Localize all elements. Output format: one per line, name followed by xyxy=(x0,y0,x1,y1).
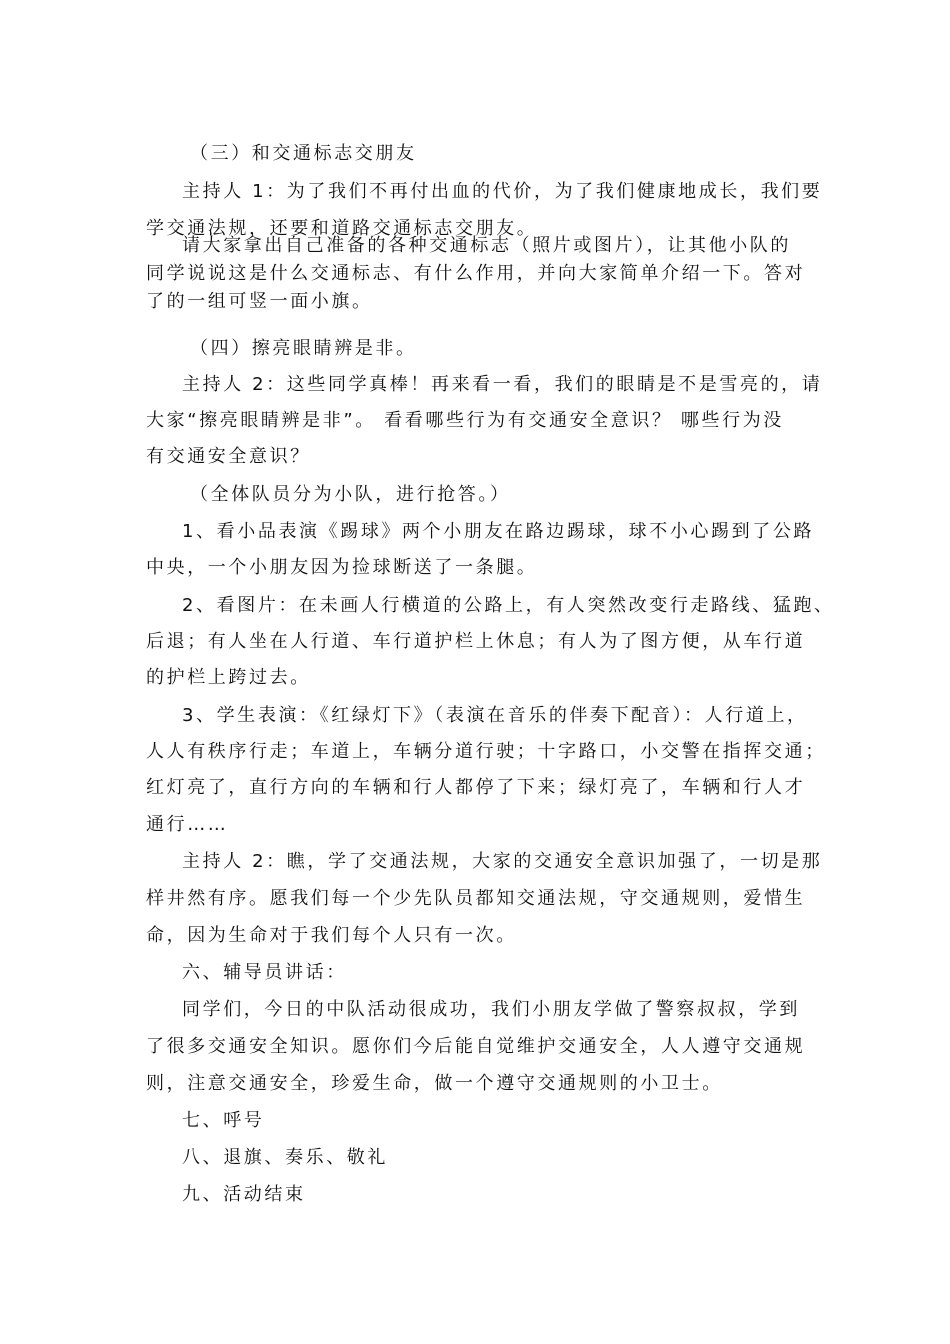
paragraph-host2-line1: 主持人 2：这些同学真棒！再来看一看，我们的眼睛是不是雪亮的，请 xyxy=(182,374,823,395)
list-item-2-line2: 后退；有人坐在人行道、车行道护栏上休息；有人为了图方便，从车行道 xyxy=(146,631,806,652)
list-item-2-line3: 的护栏上跨过去。 xyxy=(146,667,311,688)
paragraph-counselor-line2: 了很多交通安全知识。愿你们今后能自觉维护交通安全，人人遵守交通规 xyxy=(146,1036,806,1057)
list-item-1-line1: 1、看小品表演《踢球》两个小朋友在路边踢球，球不小心踢到了公路 xyxy=(182,521,815,542)
paragraph-signs-line1: 请大家拿出自己准备的各种交通标志（照片或图片），让其他小队的 xyxy=(182,235,791,256)
list-item-3-line2: 人人有秩序行走；车道上，车辆分道行驶；十字路口，小交警在指挥交通； xyxy=(146,741,826,762)
list-item-3-line1: 3、学生表演：《红绿灯下》（表演在音乐的伴奏下配音）：人行道上， xyxy=(182,705,808,726)
paragraph-signs-line3: 了的一组可竖一面小旗。 xyxy=(146,291,373,312)
section-heading-right-wrong: （四）擦亮眼睛辨是非。 xyxy=(190,338,417,359)
paragraph-host2-summary-line1: 主持人 2：瞧，学了交通法规，大家的交通安全意识加强了，一切是那 xyxy=(182,851,823,872)
paragraph-host1-line1: 主持人 1：为了我们不再付出血的代价，为了我们健康地成长，我们要 xyxy=(182,181,823,202)
paragraph-counselor-line1: 同学们，今日的中队活动很成功，我们小朋友学做了警察叔叔，学到 xyxy=(182,999,800,1020)
list-item-2-line1: 2、看图片：在未画人行横道的公路上，有人突然改变行走路线、猛跑、 xyxy=(182,595,835,616)
paragraph-host2-summary-line3: 命，因为生命对于我们每个人只有一次。 xyxy=(146,925,517,946)
section-heading-counselor-speech: 六、辅导员讲话： xyxy=(182,962,347,983)
section-heading-slogan: 七、呼号 xyxy=(182,1110,265,1131)
paragraph-host2-summary-line2: 样井然有序。愿我们每一个少先队员都知交通法规，守交通规则，爱惜生 xyxy=(146,888,806,909)
paragraph-host2-line3: 有交通安全意识？ xyxy=(146,446,311,467)
list-item-1-line2: 中央，一个小朋友因为捡球断送了一条腿。 xyxy=(146,557,538,578)
section-heading-flag-retreat: 八、退旗、奏乐、敬礼 xyxy=(182,1147,388,1168)
paragraph-host2-line2: 大家“擦亮眼睛辨是非”。 看看哪些行为有交通安全意识？ 哪些行为没 xyxy=(146,410,784,431)
list-item-3-line4: 通行…… xyxy=(146,814,229,835)
paragraph-host1-line2: 学交通法规，还要和道路交通标志交朋友。 xyxy=(146,218,538,239)
section-heading-traffic-signs: （三）和交通标志交朋友 xyxy=(190,143,417,164)
paragraph-counselor-line3: 则，注意交通安全，珍爱生命，做一个遵守交通规则的小卫士。 xyxy=(146,1073,723,1094)
list-item-3-line3: 红灯亮了，直行方向的车辆和行人都停了下来；绿灯亮了，车辆和行人才 xyxy=(146,777,806,798)
paragraph-signs-line2: 同学说说这是什么交通标志、有什么作用，并向大家简单介绍一下。答对 xyxy=(146,263,806,284)
section-heading-activity-end: 九、活动结束 xyxy=(182,1184,306,1205)
paragraph-quiz-note: （全体队员分为小队，进行抢答。） xyxy=(190,484,511,505)
